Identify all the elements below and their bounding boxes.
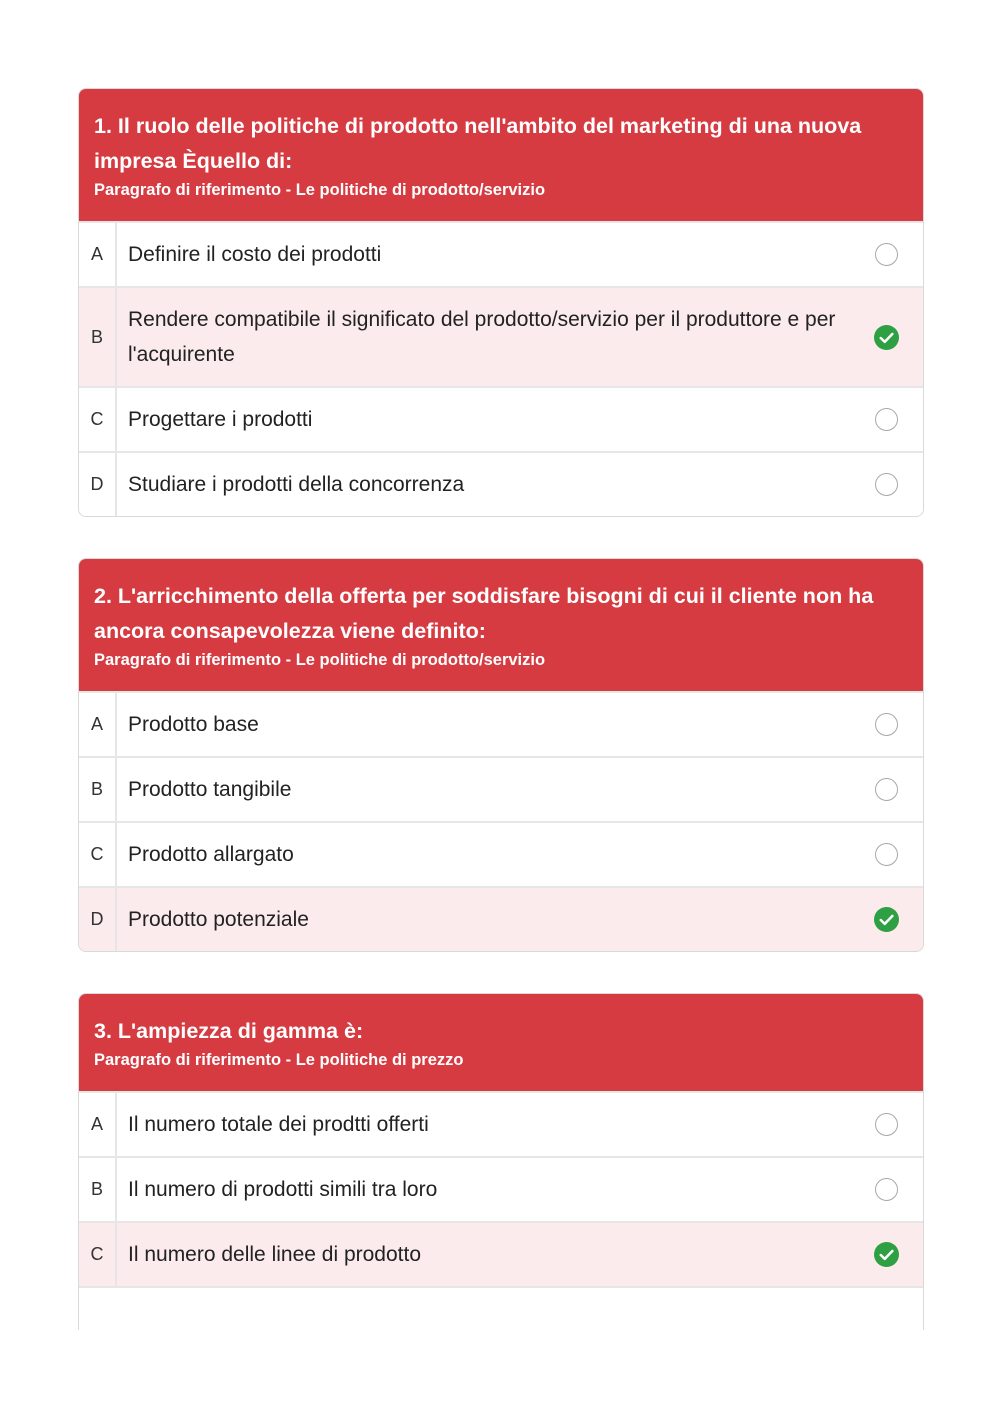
answer-option[interactable] — [79, 221, 923, 286]
radio-empty-icon[interactable] — [849, 453, 923, 516]
answer-option[interactable] — [79, 821, 923, 886]
option-letter: C — [79, 1223, 117, 1286]
option-letter: D — [79, 888, 117, 951]
radio-empty-icon[interactable] — [849, 223, 923, 286]
radio-empty-icon[interactable] — [849, 388, 923, 451]
radio-empty-icon[interactable] — [849, 823, 923, 886]
question-reference: Paragrafo di riferimento - Le politiche di prezzo — [94, 1051, 464, 1069]
option-letter: B — [79, 1158, 117, 1221]
question-header — [79, 994, 923, 1091]
question-card — [78, 993, 924, 1330]
answer-option[interactable] — [79, 1221, 923, 1286]
check-circle-icon — [849, 1223, 923, 1286]
answer-option[interactable] — [79, 1156, 923, 1221]
option-letter: D — [79, 453, 117, 516]
answer-option[interactable] — [79, 451, 923, 516]
option-letter: C — [79, 388, 117, 451]
option-text: Prodotto base — [128, 713, 259, 736]
question-card — [78, 558, 924, 952]
answer-option[interactable] — [79, 386, 923, 451]
question-card — [78, 88, 924, 517]
option-text: Prodotto potenziale — [128, 908, 309, 931]
radio-empty-icon[interactable] — [849, 1093, 923, 1156]
option-letter: C — [79, 823, 117, 886]
option-letter: B — [79, 288, 117, 386]
answer-option[interactable] — [79, 691, 923, 756]
option-letter: A — [79, 1093, 117, 1156]
answer-option[interactable] — [79, 286, 923, 386]
question-title: 1. Il ruolo delle politiche di prodotto nell'ambito del marketing di una nuova impresa Èquello di: — [94, 114, 862, 173]
radio-empty-icon[interactable] — [849, 1158, 923, 1221]
option-letter: A — [79, 693, 117, 756]
question-title: 3. L'ampiezza di gamma è: — [94, 1019, 364, 1043]
option-text: Rendere compatibile il significato del prodotto/servizio per il produttore e per l'acquirente — [128, 308, 836, 366]
answer-option[interactable] — [79, 886, 923, 951]
question-reference: Paragrafo di riferimento - Le politiche di prodotto/servizio — [94, 181, 546, 199]
empty-row — [79, 1286, 923, 1330]
answer-option[interactable] — [79, 1091, 923, 1156]
radio-empty-icon[interactable] — [849, 758, 923, 821]
radio-empty-icon[interactable] — [849, 693, 923, 756]
option-text: Definire il costo dei prodotti — [128, 243, 382, 266]
option-letter: B — [79, 758, 117, 821]
option-text: Progettare i prodotti — [128, 408, 313, 431]
option-text: Prodotto tangibile — [128, 778, 292, 801]
option-letter: A — [79, 223, 117, 286]
check-circle-icon — [849, 888, 923, 951]
question-reference: Paragrafo di riferimento - Le politiche di prodotto/servizio — [94, 651, 546, 669]
check-circle-icon — [849, 288, 923, 386]
option-text: Il numero delle linee di prodotto — [128, 1243, 422, 1266]
quiz-list — [78, 88, 924, 1330]
question-header — [79, 559, 923, 691]
question-header — [79, 89, 923, 221]
option-text: Prodotto allargato — [128, 843, 294, 866]
option-text: Studiare i prodotti della concorrenza — [128, 473, 465, 496]
question-title: 2. L'arricchimento della offerta per soddisfare bisogni di cui il cliente non ha ancora consapevolezza viene definito: — [94, 584, 874, 643]
option-text: Il numero di prodotti simili tra loro — [128, 1178, 438, 1201]
answer-option[interactable] — [79, 756, 923, 821]
option-text: Il numero totale dei prodtti offerti — [128, 1113, 429, 1136]
